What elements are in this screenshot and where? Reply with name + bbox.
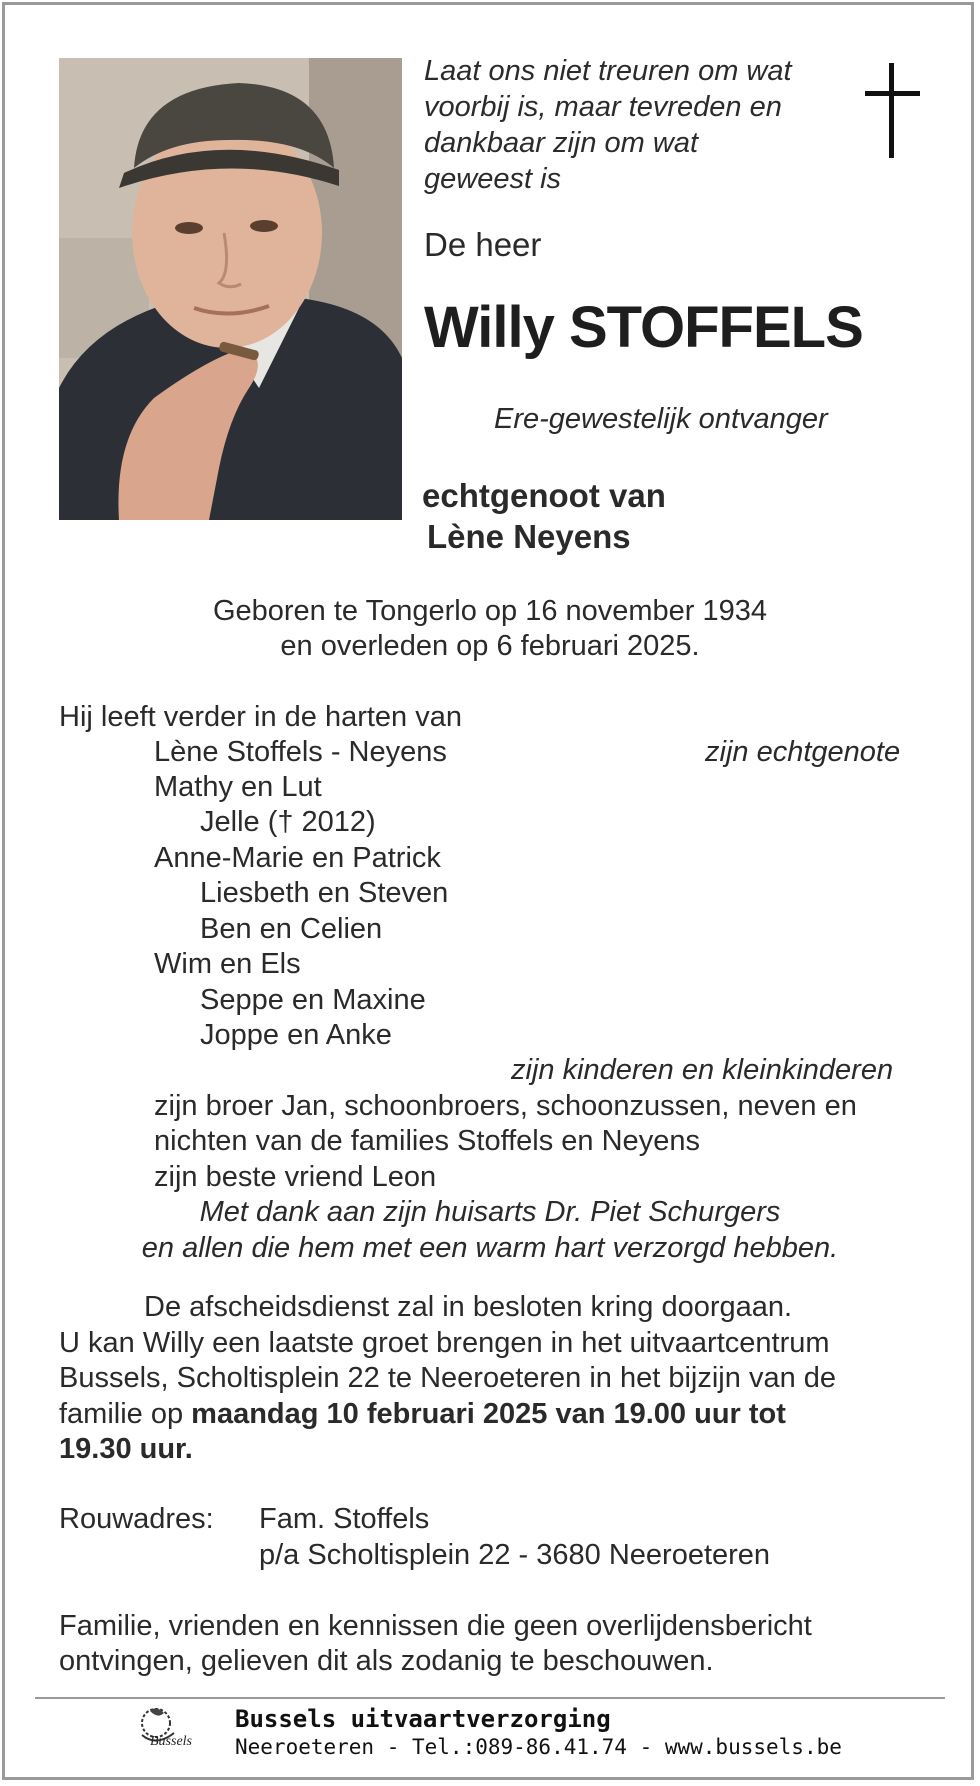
portrait-photo xyxy=(59,58,402,520)
address-line: Fam. Stoffels xyxy=(259,1503,430,1535)
birth-line: Geboren te Tongerlo op 16 november 1934 xyxy=(212,595,768,627)
company-contact: Neeroeteren - Tel.:089-86.41.74 - www.bussels.be xyxy=(235,1735,842,1759)
quote-line: geweest is xyxy=(424,163,562,195)
death-line: en overleden op 6 februari 2025. xyxy=(280,630,700,662)
closing-line: Familie, vrienden en kennissen die geen overlijdensbericht xyxy=(59,1610,812,1642)
service-intro: De afscheidsdienst zal in besloten kring doorgaan. xyxy=(144,1291,793,1323)
quote-line: voorbij is, maar tevreden en xyxy=(424,91,782,123)
survivors-intro: Hij leeft verder in de harten van xyxy=(59,701,462,733)
thanks-line: en allen die hem met een warm hart verzorgd hebben. xyxy=(141,1232,839,1264)
quote-line: Laat ons niet treuren om wat xyxy=(424,55,792,87)
logo-text: Bussels xyxy=(150,1734,192,1749)
child-entry: Wim en Els xyxy=(154,948,301,980)
service-line xyxy=(59,1397,786,1432)
thanks-line: Met dank aan zijn huisarts Dr. Piet Schurgers xyxy=(199,1196,781,1228)
spouse-intro: echtgenoot van xyxy=(422,477,666,514)
service-line-text: familie op xyxy=(59,1398,192,1430)
grandchild-entry: Seppe en Maxine xyxy=(200,984,426,1016)
children-relation: zijn kinderen en kleinkinderen xyxy=(511,1054,894,1086)
deceased-name: Willy STOFFELS xyxy=(424,295,863,360)
title-prefix: De heer xyxy=(424,226,542,263)
child-entry: Anne-Marie en Patrick xyxy=(154,842,441,874)
footer-divider xyxy=(35,1697,945,1699)
address-label: Rouwadres: xyxy=(59,1503,214,1535)
spouse-entry-relation: zijn echtgenote xyxy=(705,736,901,768)
bussels-logo-icon xyxy=(130,1703,192,1759)
closing-line: ontvingen, gelieven dit als zodanig te beschouwen. xyxy=(59,1645,714,1677)
extended-family-line: zijn broer Jan, schoonbroers, schoonzussen, neven en xyxy=(154,1090,857,1122)
address-line: p/a Scholtisplein 22 - 3680 Neeroeteren xyxy=(259,1539,771,1571)
grandchild-entry: Liesbeth en Steven xyxy=(200,877,449,909)
service-datetime: maandag 10 februari 2025 van 19.00 uur tot xyxy=(191,1398,786,1430)
company-name: Bussels uitvaartverzorging xyxy=(235,1705,611,1733)
grandchild-entry: Joppe en Anke xyxy=(200,1019,392,1051)
quote-line: dankbaar zijn om wat xyxy=(424,127,699,159)
cross-icon xyxy=(865,63,920,158)
grandchild-entry: Jelle († 2012) xyxy=(200,806,376,838)
service-datetime-end: 19.30 uur. xyxy=(59,1433,193,1465)
extended-family-line: zijn beste vriend Leon xyxy=(154,1161,437,1193)
spouse-name: Lène Neyens xyxy=(427,518,631,555)
service-line: Bussels, Scholtisplein 22 te Neeroeteren in het bijzijn van de xyxy=(59,1362,837,1394)
quote xyxy=(424,53,792,197)
child-entry: Mathy en Lut xyxy=(154,771,322,803)
spouse-entry-name: Lène Stoffels - Neyens xyxy=(154,736,447,768)
extended-family-line: nichten van de families Stoffels en Neyens xyxy=(154,1125,700,1157)
deceased-role: Ere-gewestelijk ontvanger xyxy=(494,403,828,435)
grandchild-entry: Ben en Celien xyxy=(200,913,383,945)
service-line: U kan Willy een laatste groet brengen in het uitvaartcentrum xyxy=(59,1327,830,1359)
